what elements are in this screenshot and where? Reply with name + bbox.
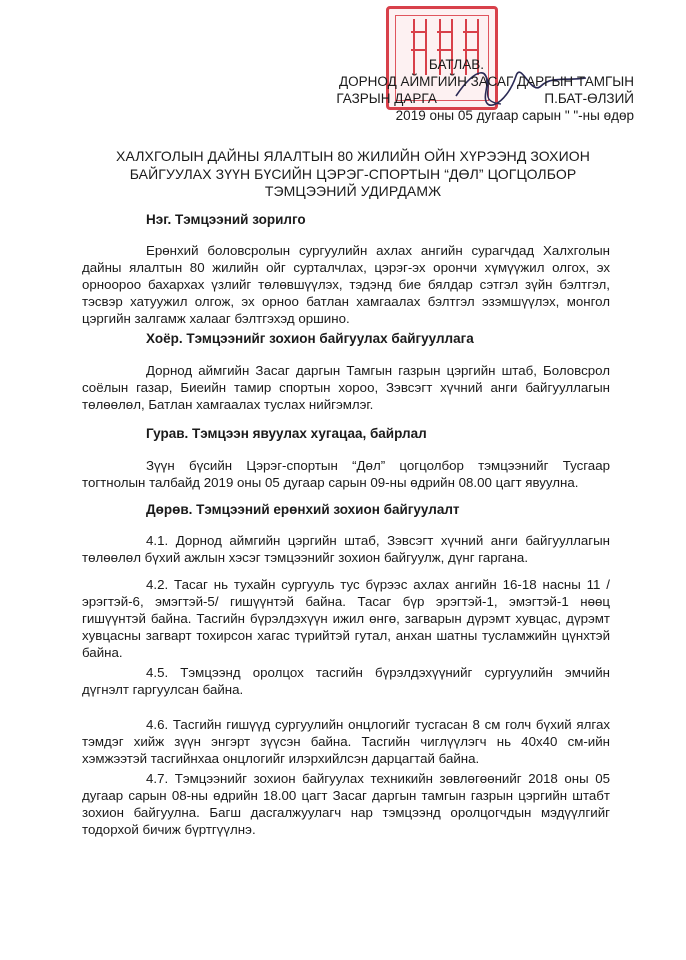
clause-4-5: 4.5. Тэмцээнд оролцох тасгийн бүрэлдэхүүнийг сургуулийн эмчийн дүгнэлт гаргуулсан байна. [82, 665, 610, 697]
approval-word: БАТЛАВ. [428, 57, 484, 72]
approval-line-1: ДОРНОД АЙМГИЙН ЗАСАГ ДАРГЫН ТАМГЫН [338, 74, 634, 89]
section-heading-3: Гурав. Тэмцээн явуулах хугацаа, байрлал [146, 426, 427, 441]
clause-4-6: 4.6. Тасгийн гишүүд сургуулийн онцлогийг тусгасан 8 см голч бүхий ялгах тэмдэг хийж зүүн энгэрт зүүсэн байна. Тасгийн чиглүүлэгч нь 40х40 см-ийн хэмжээтэй тасгийнхаа онцлогийг илэрхийлсэн дарцагтай байна. [82, 717, 610, 766]
title-line-2: БАЙГУУЛАХ ЗҮҮН БҮСИЙН ЦЭРЭГ-СПОРТЫН “ДӨЛ” ЦОГЦОЛБОР [129, 165, 577, 182]
section-heading-1: Нэг. Тэмцээний зорилго [146, 212, 306, 227]
section-1-paragraph: Ерөнхий боловсролын сургуулийн ахлах ангийн сурагчдад Халхголын дайны ялалтын 80 жилийн ойг сурталчлах, цэрэг-эх орончи хүмүүжил олгох, эх орноороо бахархах үзлийг төлөвшүүлэх, тэдэнд бие бялдар сэтгэл зүйн бэлтгэл, тэсвэр хатуужил олгож, эх орноо батлан хамгаалах бэлтгэл эзэмшүүлэх, монгол цэргийн залгамж халааг бэлтгэхэд оршино. [82, 243, 610, 326]
section-3-paragraph: Зүүн бүсийн Цэрэг-спортын “Дөл” цогцолбор тэмцээнийг Тусгаар тогтнолын талбайд 2019 оны 05 дугаар сарын 09-ны өдрийн 08.00 цагт явуулна. [82, 458, 610, 490]
clause-4-1: 4.1. Дорнод аймгийн цэргийн штаб, Зэвсэгт хүчний анги байгууллагын төлөөлөл бүхий ажлын хэсэг тэмцээнийг зохион байгуулж, дүнг гаргана. [82, 533, 610, 565]
title-line-3: ТЭМЦЭЭНИЙ УДИРДАМЖ [264, 183, 442, 199]
section-heading-2: Хоёр. Тэмцээнийг зохион байгуулах байгууллага [146, 331, 474, 346]
approval-block [336, 56, 634, 124]
title-line-1: ХАЛХГОЛЫН ДАЙНЫ ЯЛАЛТЫН 80 ЖИЛИЙН ОЙН ХҮРЭЭНД ЗОХИОН [116, 148, 590, 164]
document-title [60, 148, 646, 201]
clause-4-2: 4.2. Тасаг нь тухайн сургууль тус бүрээс ахлах ангийн 16-18 насны 11 /эрэгтэй-6, эмэгтэй-5/ гишүүнтэй байна. Тасаг бүр эрэгтэй-1, эмэгтэй-1 нөөц гишүүнтэй байна. Тасгийн бүрэлдэхүүн ижил өнгө, загварын дүрэмт хувцас, дүрэмт хувцасны загварт тохирсон хагас түрийтэй гутал, анхан шатны тусламжийн цүнхтэй байна. [82, 577, 610, 660]
approval-position: ГАЗРЫН ДАРГА [336, 91, 437, 106]
clause-4-7: 4.7. Тэмцээнийг зохион байгуулах техникийн зөвлөгөөнийг 2018 оны 05 дугаар сарын 08-ны өдрийн 18.00 цагт Засаг даргын тамгын газрын цэргийн штабт зохион байгуулна. Багш дасгалжуулагч нар тэмцээнд оролцогчдын мэдүүлгийг тодорхой бичиж бүртгүүлнэ. [82, 771, 610, 837]
approval-line-3: 2019 оны 05 дугаар сарын " "-ны өдөр [395, 108, 634, 123]
approval-line-2 [336, 90, 634, 107]
section-2-paragraph: Дорнод аймгийн Засаг даргын Тамгын газрын цэргийн штаб, Боловсрол соёлын газар, Биеийн тамир спортын хороо, Зэвсэгт хүчний анги байгууллагын төлөөлөл, Батлан хамгаалах туслах нийгэмлэг. [82, 363, 610, 412]
approval-signer-name: П.БАТ-ӨЛЗИЙ [544, 91, 634, 106]
section-heading-4: Дөрөв. Тэмцээний ерөнхий зохион байгуулалт [146, 502, 460, 517]
